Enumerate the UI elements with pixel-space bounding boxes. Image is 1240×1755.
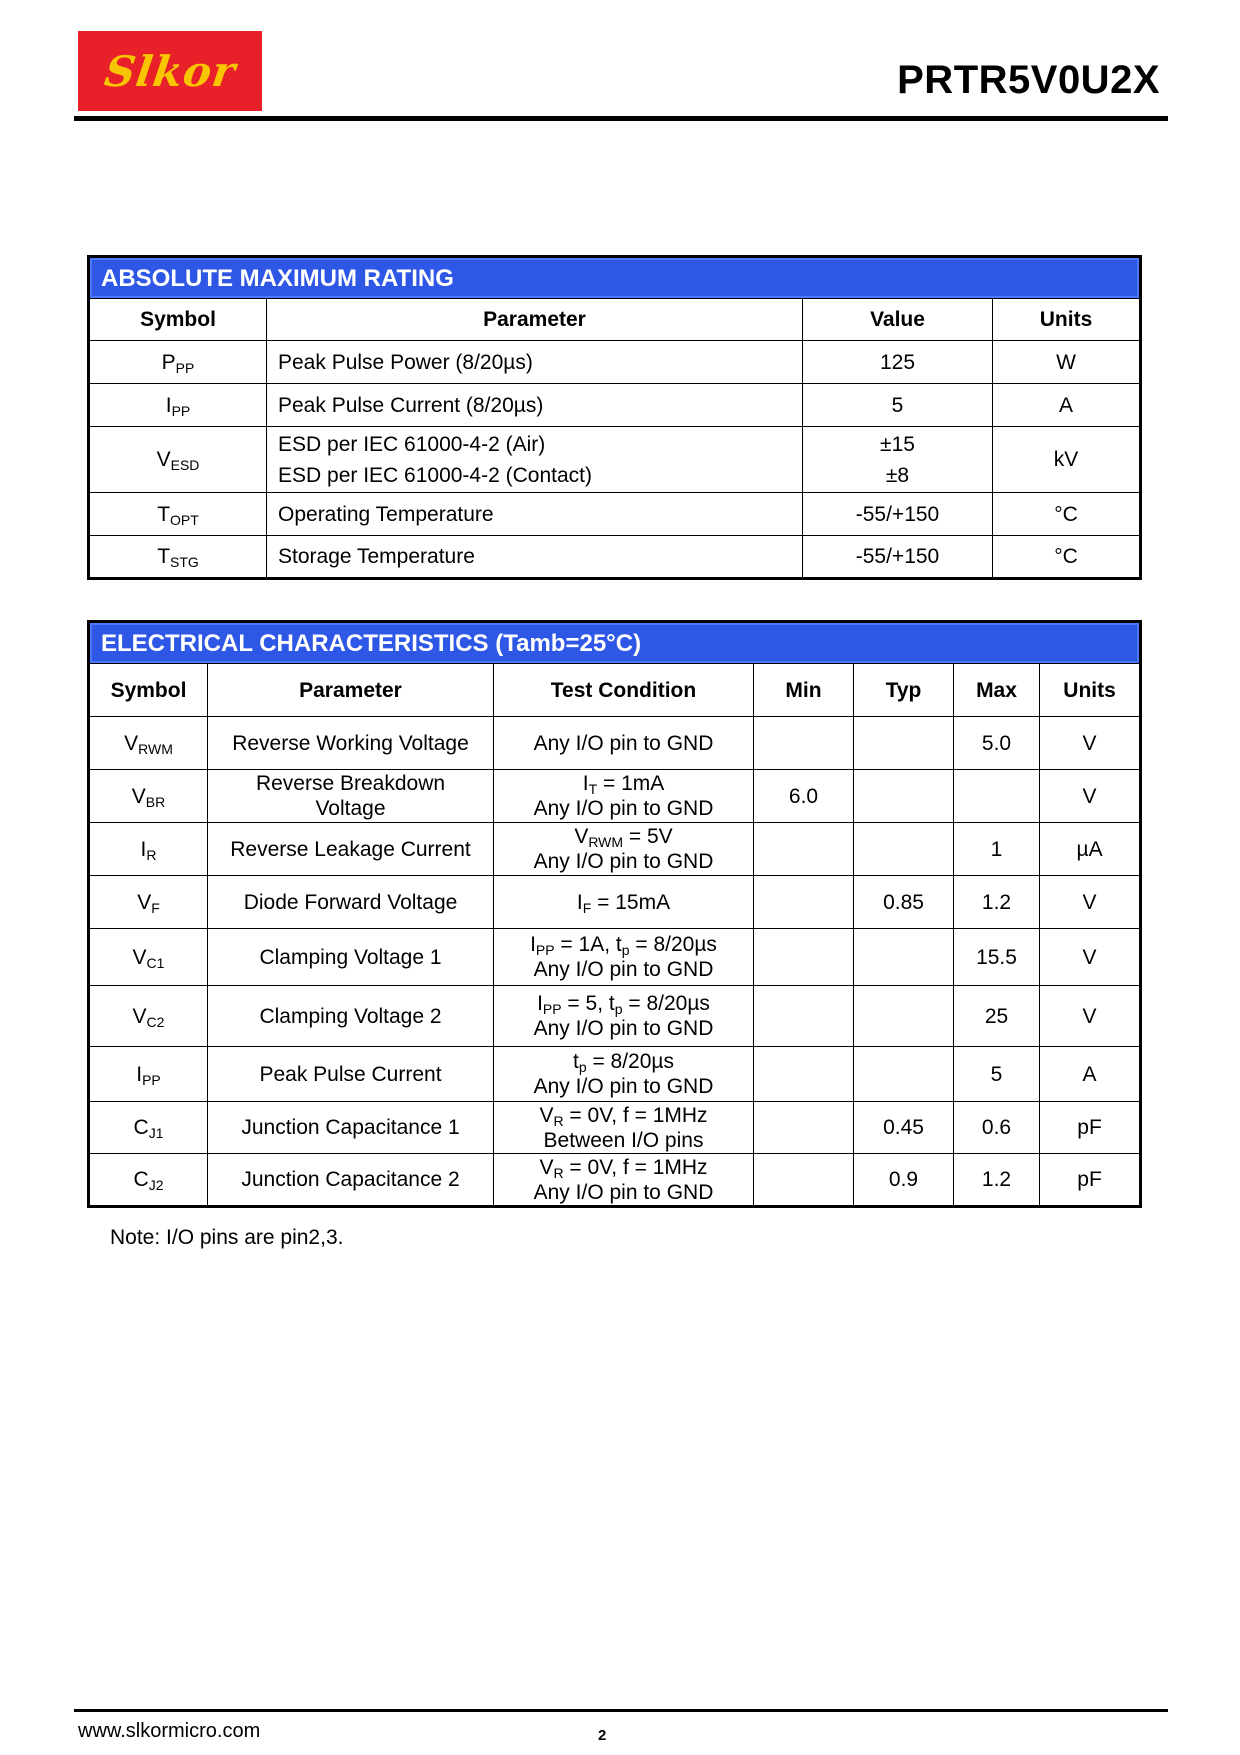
value-cell: 125: [803, 341, 993, 384]
symbol-cell: $T_{OPT}$: [89, 493, 267, 536]
typ-cell: [854, 770, 954, 823]
parameter-cell: Junction Capacitance 2: [208, 1154, 494, 1207]
test-condition-cell: $V_R = 0V$, f = 1MHz Any I/O pin to GND: [494, 1154, 754, 1207]
max-cell: 15.5: [954, 929, 1040, 986]
units-cell: W: [993, 341, 1141, 384]
symbol-cell: $I_{PP}$: [89, 384, 267, 427]
symbol-cell: $P_{PP}$: [89, 341, 267, 384]
value-cell: -55/+150: [803, 536, 993, 579]
test-condition-cell: $V_R = 0V$, f = 1MHz Between I/O pins: [494, 1102, 754, 1154]
parameter-cell: Reverse Working Voltage: [208, 717, 494, 770]
table-row: [89, 986, 1141, 1047]
value-cell: -55/+150: [803, 493, 993, 536]
typ-cell: [854, 1047, 954, 1102]
typ-cell: [854, 986, 954, 1047]
test-condition-cell: Any I/O pin to GND: [494, 717, 754, 770]
units-cell: µA: [1040, 823, 1141, 876]
typ-cell: [854, 929, 954, 986]
table-row: [89, 717, 1141, 770]
table-row: [89, 493, 1141, 536]
table-row: [89, 536, 1141, 579]
table-row: [89, 427, 1141, 493]
typ-cell: 0.45: [854, 1102, 954, 1154]
units-cell: V: [1040, 770, 1141, 823]
test-condition-cell: $V_{RWM} = 5V$ Any I/O pin to GND: [494, 823, 754, 876]
absolute-max-title: ABSOLUTE MAXIMUM RATING: [89, 257, 1141, 299]
header-max: Max: [954, 664, 1040, 717]
electrical-characteristics-table: [87, 620, 1142, 1208]
max-cell: 1.2: [954, 876, 1040, 929]
parameter-cell: Reverse Breakdown Voltage: [208, 770, 494, 823]
header-units: Units: [993, 299, 1141, 341]
part-number: PRTR5V0U2X: [897, 58, 1160, 102]
header-symbol: Symbol: [89, 299, 267, 341]
electrical-title: ELECTRICAL CHARACTERISTICS (Tamb=25°C): [89, 622, 1141, 664]
units-cell: A: [993, 384, 1141, 427]
table-row: [89, 384, 1141, 427]
header-symbol: Symbol: [89, 664, 208, 717]
header-parameter: Parameter: [267, 299, 803, 341]
min-cell: [754, 823, 854, 876]
units-cell: °C: [993, 493, 1141, 536]
symbol-cell: $I_{PP}$: [89, 1047, 208, 1102]
units-cell: pF: [1040, 1154, 1141, 1207]
symbol-cell: $V_{RWM}$: [89, 717, 208, 770]
footer-divider: [74, 1709, 1168, 1712]
units-cell: V: [1040, 876, 1141, 929]
min-cell: [754, 876, 854, 929]
header-units: Units: [1040, 664, 1141, 717]
value-cell: ±15 ±8: [803, 427, 993, 493]
test-condition-cell: $t_p = 8/20\mu s$ Any I/O pin to GND: [494, 1047, 754, 1102]
min-cell: [754, 929, 854, 986]
table-row: [89, 1047, 1141, 1102]
min-cell: [754, 1154, 854, 1207]
units-cell: V: [1040, 986, 1141, 1047]
parameter-cell: Clamping Voltage 2: [208, 986, 494, 1047]
parameter-cell: Storage Temperature: [267, 536, 803, 579]
parameter-cell: Diode Forward Voltage: [208, 876, 494, 929]
test-condition-cell: $I_T = 1mA$ Any I/O pin to GND: [494, 770, 754, 823]
units-cell: kV: [993, 427, 1141, 493]
symbol-cell: $T_{STG}$: [89, 536, 267, 579]
page-number: 2: [598, 1727, 607, 1744]
table-row: [89, 876, 1141, 929]
max-cell: [954, 770, 1040, 823]
table-row: [89, 823, 1141, 876]
value-cell: 5: [803, 384, 993, 427]
parameter-cell: Peak Pulse Power (8/20µs): [267, 341, 803, 384]
symbol-cell: $V_{C1}$: [89, 929, 208, 986]
parameter-cell: Peak Pulse Current: [208, 1047, 494, 1102]
parameter-cell: Reverse Leakage Current: [208, 823, 494, 876]
typ-cell: 0.9: [854, 1154, 954, 1207]
units-cell: V: [1040, 929, 1141, 986]
header-parameter: Parameter: [208, 664, 494, 717]
symbol-cell: $V_{BR}$: [89, 770, 208, 823]
min-cell: [754, 717, 854, 770]
typ-cell: [854, 823, 954, 876]
pin-note: Note: I/O pins are pin2,3.: [110, 1226, 344, 1249]
min-cell: [754, 1102, 854, 1154]
typ-cell: [854, 717, 954, 770]
symbol-cell: $V_F$: [89, 876, 208, 929]
units-cell: A: [1040, 1047, 1141, 1102]
header-value: Value: [803, 299, 993, 341]
symbol-cell: $I_R$: [89, 823, 208, 876]
logo-text: Slkor: [101, 46, 239, 96]
header-typ: Typ: [854, 664, 954, 717]
test-condition-cell: $I_F = 15mA$: [494, 876, 754, 929]
symbol-cell: $C_{J2}$: [89, 1154, 208, 1207]
table-row: [89, 341, 1141, 384]
min-cell: [754, 986, 854, 1047]
footer-website: www.slkormicro.com: [78, 1720, 261, 1742]
header-min: Min: [754, 664, 854, 717]
test-condition-cell: $I_{PP} = 1A$, $t_p = 8/20\mu s$ Any I/O pin to GND: [494, 929, 754, 986]
absolute-maximum-rating-table: [87, 255, 1142, 580]
max-cell: 1.2: [954, 1154, 1040, 1207]
table-row: [89, 1102, 1141, 1154]
min-cell: [754, 1047, 854, 1102]
parameter-cell: ESD per IEC 61000-4-2 (Air) ESD per IEC 61000-4-2 (Contact): [267, 427, 803, 493]
units-cell: pF: [1040, 1102, 1141, 1154]
max-cell: 0.6: [954, 1102, 1040, 1154]
table-row: [89, 929, 1141, 986]
slkor-logo: [78, 31, 262, 111]
parameter-cell: Operating Temperature: [267, 493, 803, 536]
table-row: [89, 1154, 1141, 1207]
parameter-cell: Clamping Voltage 1: [208, 929, 494, 986]
min-cell: 6.0: [754, 770, 854, 823]
parameter-cell: Peak Pulse Current (8/20µs): [267, 384, 803, 427]
max-cell: 1: [954, 823, 1040, 876]
symbol-cell: $V_{C2}$: [89, 986, 208, 1047]
table-row: [89, 770, 1141, 823]
units-cell: V: [1040, 717, 1141, 770]
max-cell: 5: [954, 1047, 1040, 1102]
header-divider: [74, 116, 1168, 121]
typ-cell: 0.85: [854, 876, 954, 929]
symbol-cell: $C_{J1}$: [89, 1102, 208, 1154]
symbol-cell: $V_{ESD}$: [89, 427, 267, 493]
test-condition-cell: $I_{PP} = 5$, $t_p = 8/20\mu s$ Any I/O pin to GND: [494, 986, 754, 1047]
max-cell: 25: [954, 986, 1040, 1047]
max-cell: 5.0: [954, 717, 1040, 770]
header-test-condition: Test Condition: [494, 664, 754, 717]
units-cell: °C: [993, 536, 1141, 579]
parameter-cell: Junction Capacitance 1: [208, 1102, 494, 1154]
